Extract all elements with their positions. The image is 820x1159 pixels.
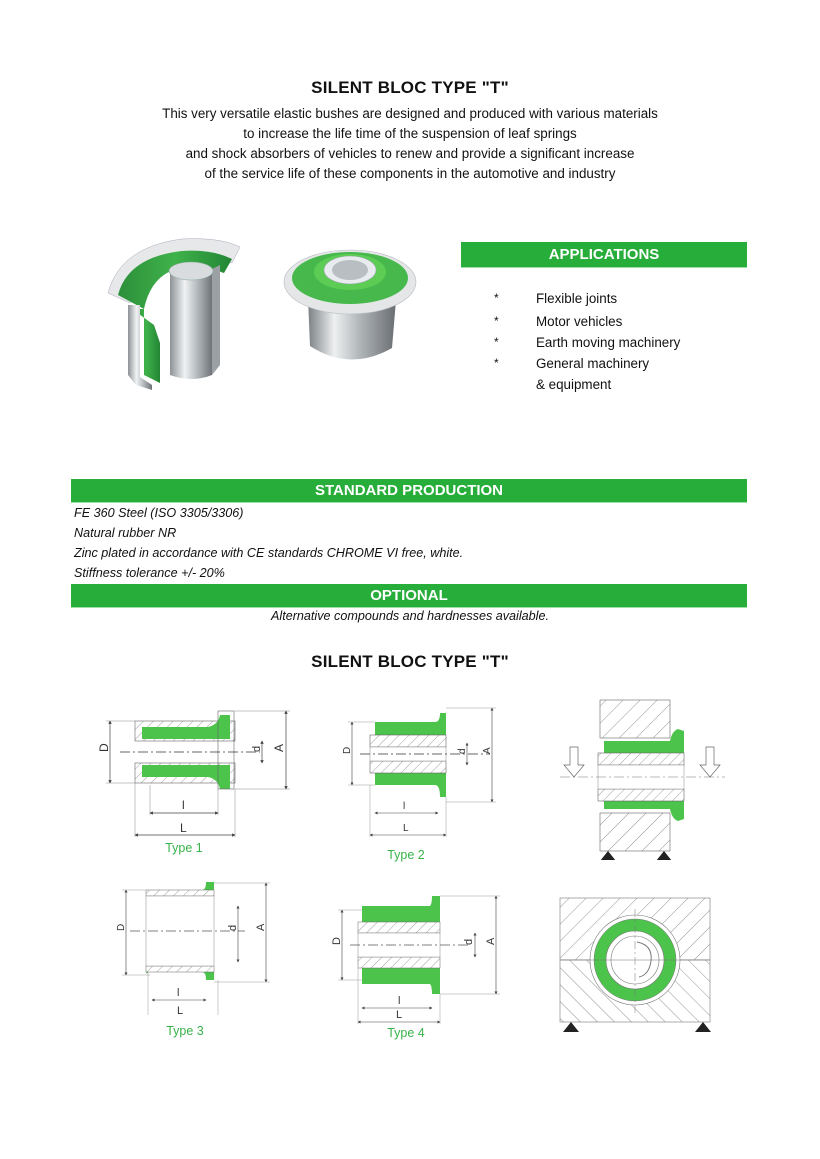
intro-line: of the service life of these components in the automotive and industry <box>204 166 616 181</box>
type-3-label: Type 3 <box>166 1024 204 1038</box>
dim-l-label: l <box>398 995 401 1007</box>
rubber-section <box>142 715 230 739</box>
spec-line: Zinc plated in accordance with CE standards CHROME VI free, white. <box>74 546 464 560</box>
dim-l-label: l <box>177 987 180 999</box>
intro-line: This very versatile elastic bushes are designed and produced with various materials <box>162 106 658 121</box>
bullet-icon: * <box>494 356 499 370</box>
dim-L-label: L <box>403 823 409 834</box>
type-2-label: Type 2 <box>387 848 425 862</box>
dim-D-label: D <box>97 743 111 752</box>
installation-press-diagram <box>560 695 730 860</box>
support-icon <box>656 851 672 860</box>
spec-line: FE 360 Steel (ISO 3305/3306) <box>74 506 244 520</box>
dim-D-label: D <box>116 923 127 931</box>
dim-d-label: d <box>457 748 468 754</box>
optional-note: Alternative compounds and hardnesses available. <box>271 609 549 623</box>
intro-line: to increase the life time of the suspension of leaf springs <box>243 126 577 141</box>
dim-L-label: L <box>177 1005 184 1015</box>
support-icon <box>695 1022 711 1032</box>
bullet-icon: * <box>494 291 499 305</box>
standard-production-heading: STANDARD PRODUCTION <box>71 479 747 503</box>
page-title: SILENT BLOC TYPE "T" <box>311 78 509 97</box>
dim-L-label: L <box>180 821 187 835</box>
type-2-diagram <box>330 705 510 840</box>
type-3-diagram <box>90 880 280 1015</box>
dim-d-label: d <box>227 924 239 931</box>
dim-L-label: L <box>396 1009 403 1021</box>
type-1-diagram <box>90 705 300 840</box>
dim-A-label: A <box>272 743 286 752</box>
type-1-label: Type 1 <box>165 841 203 855</box>
dim-A-label: A <box>482 747 493 754</box>
intro-line: and shock absorbers of vehicles to renew and provide a significant increase <box>185 146 635 161</box>
cutaway-bushing-image <box>100 225 250 390</box>
force-arrow-icon <box>564 747 584 777</box>
dim-A-label: A <box>485 937 497 945</box>
force-arrow-icon <box>700 747 720 777</box>
standard-production-list <box>74 503 463 583</box>
type-4-label: Type 4 <box>387 1026 425 1040</box>
spec-line: Stiffness tolerance +/- 20% <box>74 566 225 580</box>
dim-l-label: l <box>403 801 406 812</box>
applications-heading: APPLICATIONS <box>461 242 747 268</box>
full-bushing-image <box>280 238 420 373</box>
dim-A-label: A <box>255 923 267 931</box>
bullet-icon: * <box>494 335 499 349</box>
dim-d-label: d <box>463 938 475 945</box>
support-icon <box>600 851 616 860</box>
dim-d-label: d <box>251 745 263 752</box>
bullet-icon: * <box>494 314 499 328</box>
support-icon <box>563 1022 579 1032</box>
dim-D-label: D <box>342 746 353 754</box>
installation-housing-diagram <box>555 895 735 1040</box>
diagrams-title: SILENT BLOC TYPE "T" <box>311 652 509 671</box>
type-4-diagram <box>320 890 510 1025</box>
spec-line: Natural rubber NR <box>74 526 177 540</box>
optional-heading: OPTIONAL <box>71 584 747 608</box>
rubber-section <box>142 765 230 789</box>
intro-paragraph <box>0 104 820 184</box>
dim-D-label: D <box>331 937 343 945</box>
dim-l-label: l <box>182 798 185 812</box>
